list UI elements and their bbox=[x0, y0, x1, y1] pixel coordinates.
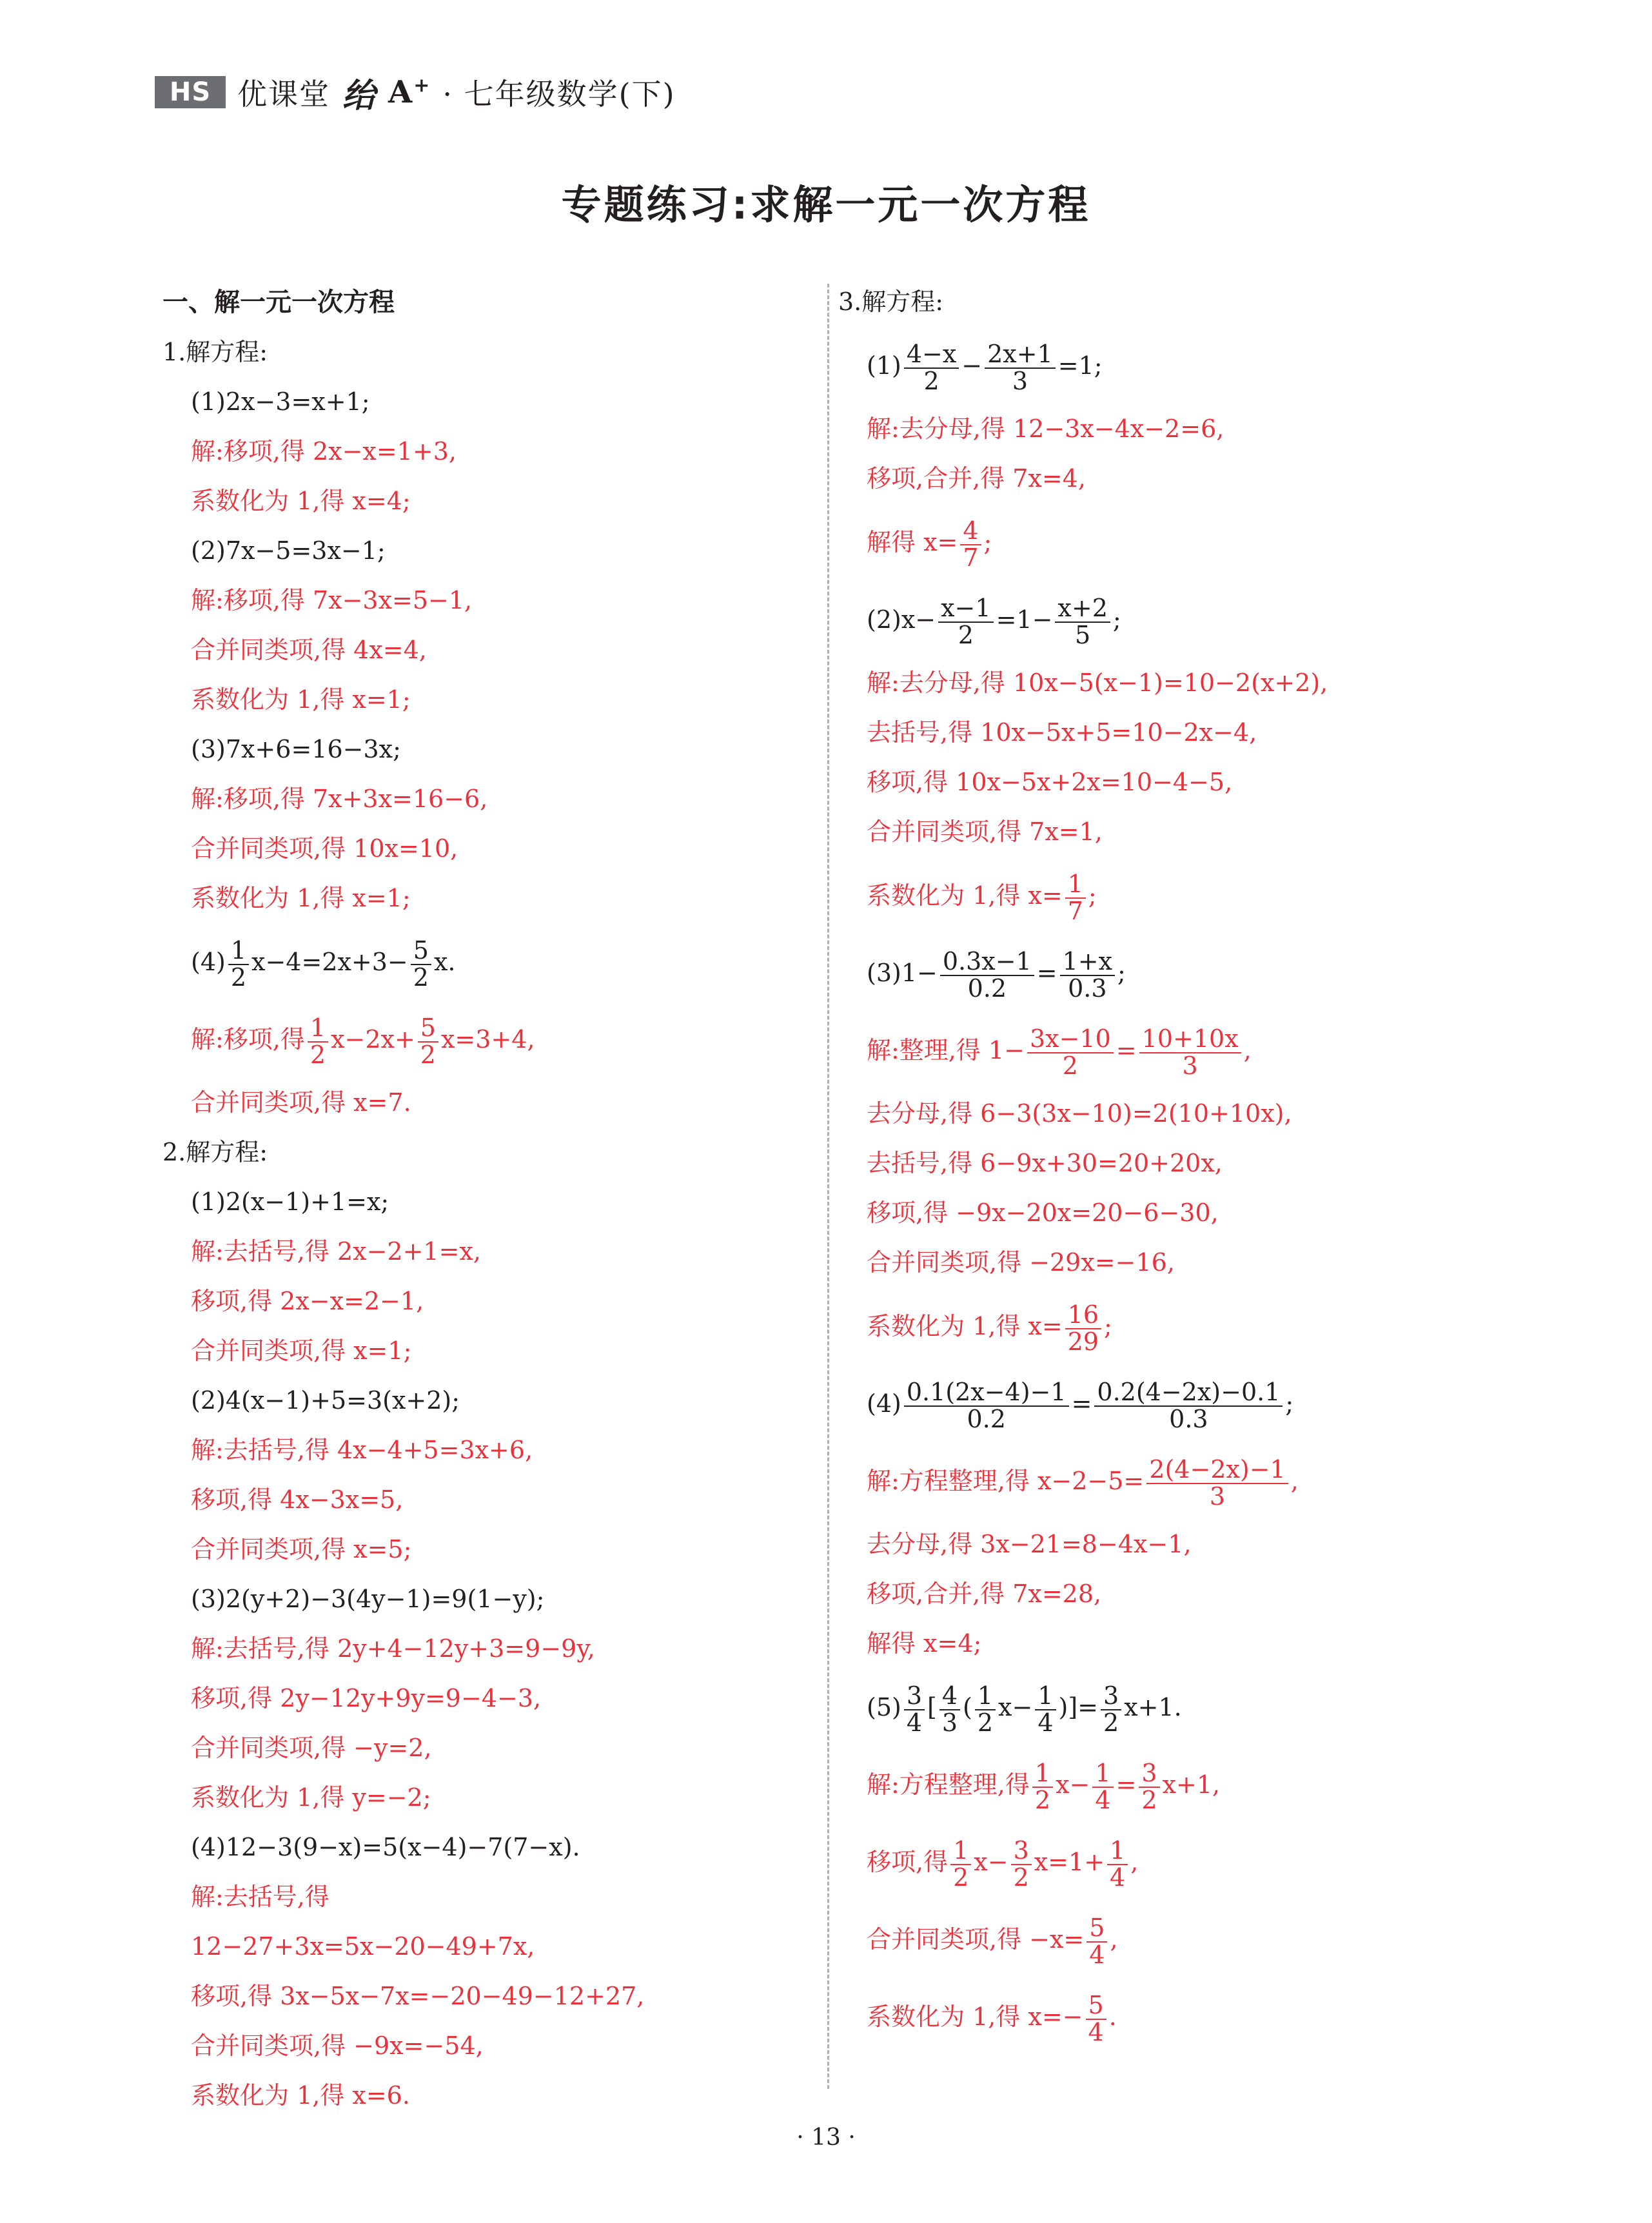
section-heading: 一、解一元一次方程 bbox=[162, 288, 395, 317]
problem: (2)7x−5=3x−1; bbox=[191, 536, 386, 565]
problem: (2)x− $\frac{x-1}{2}$ =1− $\frac{x+2}{5}$ ; bbox=[867, 593, 1121, 649]
solution-step: 合并同类项,得 4x=4, bbox=[191, 636, 427, 664]
problem: (1)2x−3=x+1; bbox=[191, 387, 370, 416]
question-label: 1.解方程: bbox=[162, 338, 268, 366]
problem: (4) $\frac{1}{2}$ x−4=2x+3− $\frac{5}{2}$ x. bbox=[191, 935, 456, 992]
solution-step: 系数化为 1,得 x=1; bbox=[191, 685, 411, 714]
solution-step: 合并同类项,得 x=7. bbox=[191, 1088, 411, 1117]
problem: (5) $\frac{3}{4}$ [ $\frac{4}{3}$ ( $\frac{1}{2}$ x− $\frac{1}{4}$ )]= $\frac{3}{2}$ x+1. bbox=[867, 1681, 1182, 1737]
solution-step: 系数化为 1,得 x= $\frac{1}{7}$ ; bbox=[867, 869, 1097, 925]
solution-step: 合并同类项,得 −y=2, bbox=[191, 1734, 432, 1762]
brand-script: 绐 bbox=[342, 75, 377, 115]
solution-step: 解:移项,得 2x−x=1+3, bbox=[191, 437, 457, 465]
solution-step: 系数化为 1,得 x=− $\frac{5}{4}$ . bbox=[867, 1990, 1117, 2046]
solution-step: 12−27+3x=5x−20−49+7x, bbox=[191, 1932, 535, 1961]
book-subtitle: · 七年级数学(下) bbox=[442, 77, 676, 112]
solution-step: 移项,得 10x−5x+2x=10−4−5, bbox=[867, 768, 1233, 796]
solution-step: 解:移项,得 7x−3x=5−1, bbox=[191, 586, 473, 614]
solution-step: 移项,得 4x−3x=5, bbox=[191, 1485, 404, 1514]
solution-step: 移项,得 $\frac{1}{2}$ x− $\frac{3}{2}$ x=1+ $\frac{1}{4}$ , bbox=[867, 1836, 1139, 1892]
solution-step: 合并同类项,得 −x= $\frac{5}{4}$ , bbox=[867, 1913, 1118, 1969]
problem: (1) $\frac{4-x}{2}$ − $\frac{2x+1}{3}$ =1; bbox=[867, 339, 1103, 395]
solution-step: 系数化为 1,得 y=−2; bbox=[191, 1783, 431, 1812]
solution-step: 移项,得 2x−x=2−1, bbox=[191, 1287, 424, 1315]
solution-step: 合并同类项,得 10x=10, bbox=[191, 834, 458, 863]
solution-step: 解得 x= $\frac{4}{7}$ ; bbox=[867, 516, 992, 572]
solution-step: 去分母,得 6−3(3x−10)=2(10+10x), bbox=[867, 1099, 1292, 1128]
solution-step: 去分母,得 3x−21=8−4x−1, bbox=[867, 1530, 1192, 1558]
solution-step: 移项,合并,得 7x=28, bbox=[867, 1580, 1102, 1608]
problem: (3)1− $\frac{0.3x-1}{0.2}$ = $\frac{1+x}{0.3}$ ; bbox=[867, 946, 1126, 1003]
solution-step: 解:去括号,得 bbox=[191, 1883, 329, 1911]
solution-step: 系数化为 1,得 x= $\frac{16}{29}$ ; bbox=[867, 1300, 1112, 1356]
problem: (4) $\frac{0.1(2x-4)-1}{0.2}$ = $\frac{0.2(4-2x)-0.1}{0.3}$ ; bbox=[867, 1377, 1294, 1433]
page-title: 专题练习:求解一元一次方程 bbox=[561, 181, 1091, 228]
solution-step: 解:移项,得 7x+3x=16−6, bbox=[191, 785, 488, 813]
problem: (1)2(x−1)+1=x; bbox=[191, 1188, 389, 1216]
solution-step: 合并同类项,得 7x=1, bbox=[867, 818, 1103, 846]
solution-step: 合并同类项,得 −29x=−16, bbox=[867, 1248, 1175, 1277]
solution-step: 合并同类项,得 x=5; bbox=[191, 1535, 412, 1563]
book-header bbox=[155, 71, 676, 113]
solution-step: 合并同类项,得 x=1; bbox=[191, 1337, 412, 1365]
solution-step: 系数化为 1,得 x=4; bbox=[191, 487, 411, 515]
solution-step: 去括号,得 10x−5x+5=10−2x−4, bbox=[867, 718, 1257, 747]
solution-step: 解:方程整理,得 $\frac{1}{2}$ x− $\frac{1}{4}$ = $\frac{3}{2}$ x+1, bbox=[867, 1758, 1221, 1814]
solution-step: 解:去括号,得 2y+4−12y+3=9−9y, bbox=[191, 1634, 595, 1663]
column-divider bbox=[827, 284, 829, 2089]
solution-step: 移项,合并,得 7x=4, bbox=[867, 464, 1086, 493]
solution-step: 移项,得 −9x−20x=20−6−30, bbox=[867, 1199, 1219, 1227]
page-number: · 13 · bbox=[796, 2124, 856, 2151]
brand-name: 优课堂 bbox=[237, 77, 330, 112]
solution-step: 解:去分母,得 10x−5(x−1)=10−2(x+2), bbox=[867, 669, 1328, 697]
solution-step: 移项,得 2y−12y+9y=9−4−3, bbox=[191, 1684, 542, 1712]
left-column bbox=[162, 277, 807, 2120]
solution-step: 系数化为 1,得 x=6. bbox=[191, 2081, 410, 2110]
problem: (3)2(y+2)−3(4y−1)=9(1−y); bbox=[191, 1585, 545, 1613]
problem: (3)7x+6=16−3x; bbox=[191, 735, 401, 763]
problem: (4)12−3(9−x)=5(x−4)−7(7−x). bbox=[191, 1833, 580, 1861]
solution-step: 解得 x=4; bbox=[867, 1629, 982, 1658]
hs-logo: HS bbox=[155, 76, 226, 108]
problem: (2)4(x−1)+5=3(x+2); bbox=[191, 1386, 460, 1415]
solution-step: 合并同类项,得 −9x=−54, bbox=[191, 2032, 484, 2060]
right-column bbox=[838, 277, 1509, 2055]
aplus-mark: A+ bbox=[388, 74, 431, 110]
solution-step: 解:去括号,得 2x−2+1=x, bbox=[191, 1237, 481, 1266]
solution-step: 解:去括号,得 4x−4+5=3x+6, bbox=[191, 1436, 533, 1464]
solution-step: 移项,得 3x−5x−7x=−20−49−12+27, bbox=[191, 1982, 645, 2010]
solution-step: 解:整理,得 1− $\frac{3x-10}{2}$ = $\frac{10+10x}{3}$ , bbox=[867, 1024, 1252, 1080]
solution-step: 系数化为 1,得 x=1; bbox=[191, 884, 411, 912]
solution-step: 解:去分母,得 12−3x−4x−2=6, bbox=[867, 415, 1224, 443]
solution-step: 解:方程整理,得 x−2−5= $\frac{2(4-2x)-1}{3}$ , bbox=[867, 1454, 1299, 1511]
question-label: 2.解方程: bbox=[162, 1138, 268, 1166]
solution-step: 去括号,得 6−9x+30=20+20x, bbox=[867, 1149, 1223, 1177]
solution-step: 解:移项,得 $\frac{1}{2}$ x−2x+ $\frac{5}{2}$ x=3+4, bbox=[191, 1013, 535, 1069]
question-label: 3.解方程: bbox=[838, 288, 944, 316]
